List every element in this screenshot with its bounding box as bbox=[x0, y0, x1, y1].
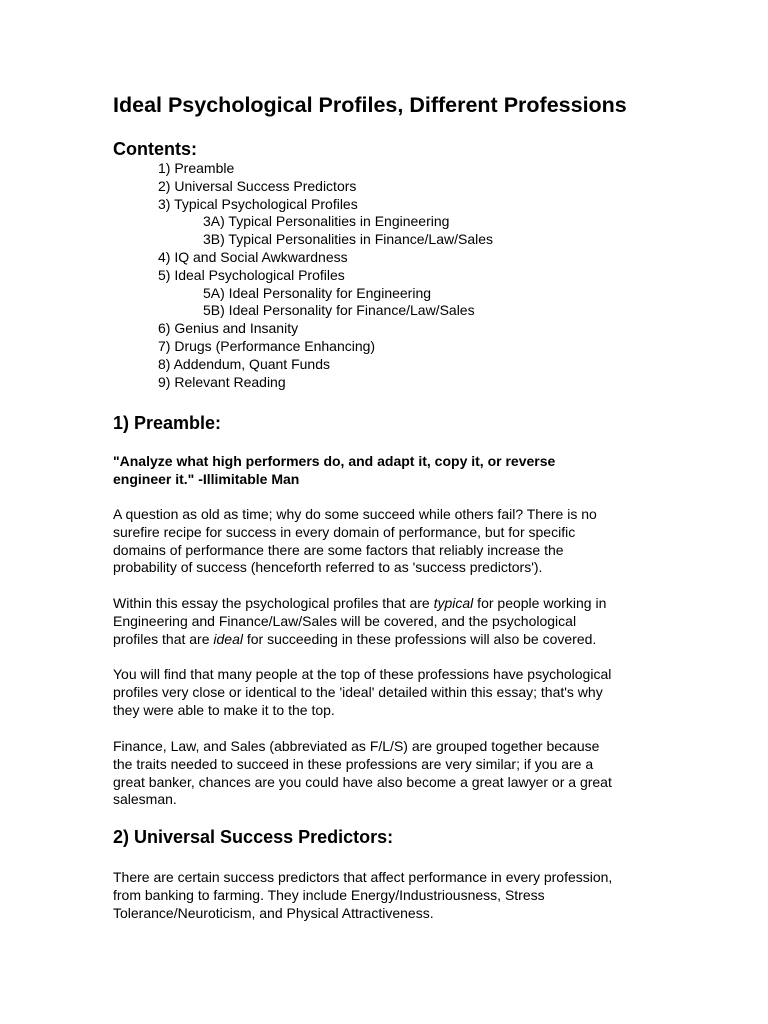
text-line: great banker, chances are you could have also become a great lawyer or a great bbox=[113, 773, 612, 790]
preamble-paragraph-2 bbox=[113, 595, 658, 648]
text-run: for people working in bbox=[473, 595, 607, 611]
text-line: profiles very close or identical to the 'ideal' detailed within this essay; that's why bbox=[113, 683, 603, 700]
preamble-paragraph-3 bbox=[113, 666, 658, 719]
toc-subitem: 5A) Ideal Personality for Engineering bbox=[203, 284, 432, 301]
toc-subitem: 3B) Typical Personalities in Finance/Law/Sales bbox=[203, 231, 494, 248]
epigraph-quote bbox=[113, 453, 633, 489]
text-line: Finance, Law, and Sales (abbreviated as F/L/S) are grouped together because bbox=[113, 738, 600, 754]
preamble-paragraph-4 bbox=[113, 738, 658, 809]
text-line: from banking to farming. They include Energy/Industriousness, Stress bbox=[113, 886, 545, 903]
toc-item: 7) Drugs (Performance Enhancing) bbox=[158, 337, 376, 354]
text-line: the traits needed to succeed in these professions are very similar; if you are a bbox=[113, 755, 594, 772]
text-line: Tolerance/Neuroticism, and Physical Attractiveness. bbox=[113, 904, 434, 921]
quote-line: "Analyze what high performers do, and adapt it, copy it, or reverse bbox=[113, 453, 556, 469]
toc-item: 3) Typical Psychological Profiles bbox=[158, 195, 358, 212]
toc-item: 1) Preamble bbox=[158, 160, 235, 176]
toc-item: 2) Universal Success Predictors bbox=[158, 177, 357, 194]
emphasis-ideal: ideal bbox=[213, 630, 243, 647]
text-run: for succeeding in these professions will also be covered. bbox=[242, 630, 597, 647]
quote-line: engineer it." -Illimitable Man bbox=[113, 470, 300, 487]
toc-subitem: 3A) Typical Personalities in Engineering bbox=[203, 213, 450, 230]
document-title: Ideal Psychological Profiles, Different Professions bbox=[113, 93, 627, 117]
emphasis-typical: typical bbox=[433, 595, 474, 611]
text-run: profiles that are bbox=[113, 630, 214, 647]
text-run: Within this essay the psychological profiles that are bbox=[113, 595, 434, 611]
text-line bbox=[113, 631, 658, 649]
text-line: domains of performance there are some factors that reliably increase the bbox=[113, 541, 564, 558]
text-line bbox=[113, 595, 658, 613]
text-line: Engineering and Finance/Law/Sales will be covered, and the psychological bbox=[113, 612, 577, 629]
toc-item: 4) IQ and Social Awkwardness bbox=[158, 248, 348, 265]
toc-item: 6) Genius and Insanity bbox=[158, 320, 299, 337]
toc-subitem: 5B) Ideal Personality for Finance/Law/Sales bbox=[203, 302, 475, 319]
text-line: salesman. bbox=[113, 791, 177, 808]
contents-heading: Contents: bbox=[113, 139, 197, 159]
text-line: surefire recipe for success in every domain of performance, but for specific bbox=[113, 523, 576, 540]
text-line: There are certain success predictors that affect performance in every profession, bbox=[113, 869, 613, 885]
toc-item: 8) Addendum, Quant Funds bbox=[158, 355, 330, 372]
section-heading-preamble: 1) Preamble: bbox=[113, 413, 222, 433]
text-line: they were able to make it to the top. bbox=[113, 701, 335, 718]
toc-item: 5) Ideal Psychological Profiles bbox=[158, 266, 345, 283]
section-heading-universal-success-predictors: 2) Universal Success Predictors: bbox=[113, 827, 394, 847]
toc-item: 9) Relevant Reading bbox=[158, 373, 286, 390]
text-line: probability of success (henceforth referred to as 'success predictors'). bbox=[113, 559, 543, 576]
predictors-paragraph-1 bbox=[113, 869, 658, 922]
text-line: A question as old as time; why do some succeed while others fail? There is no bbox=[113, 506, 597, 522]
text-line: You will find that many people at the top of these professions have psychological bbox=[113, 666, 612, 682]
preamble-paragraph-1 bbox=[113, 506, 658, 577]
table-of-contents bbox=[0, 160, 493, 391]
